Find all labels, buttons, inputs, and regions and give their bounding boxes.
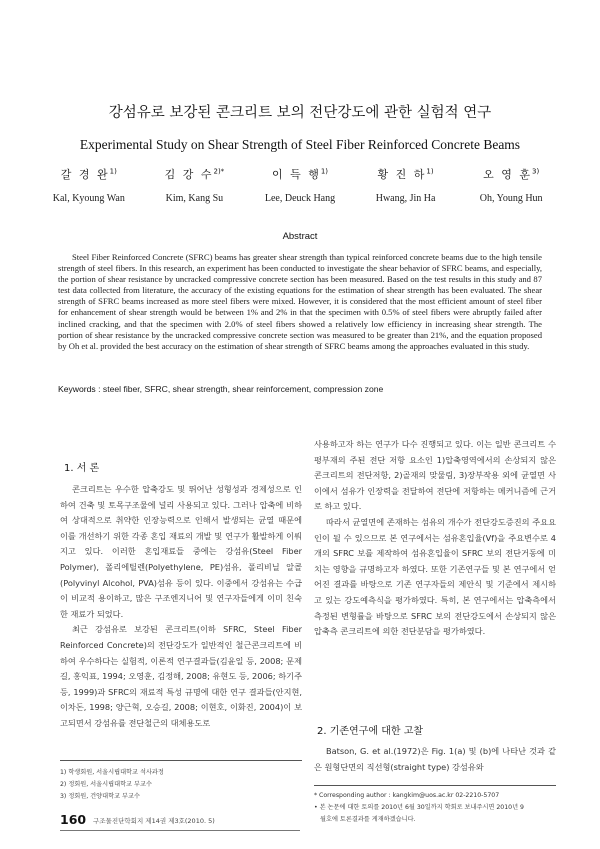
footnote: 1) 학생회원, 서울시립대학교 석사과정 bbox=[60, 769, 164, 776]
section-2-heading: 2. 기존연구에 대한 고찰 bbox=[317, 726, 424, 737]
corresponding-author-note: * Corresponding author : kangkim@uos.ac.kr 02-2210-5707 bbox=[314, 792, 500, 799]
author-affiliation-mark: 1) bbox=[320, 167, 329, 176]
right-column-continued bbox=[314, 744, 556, 775]
paper-title-english: Experimental Study on Shear Strength of Steel Fiber Reinforced Concrete Beams bbox=[79, 137, 521, 152]
footnote: 2) 정회원, 서울시립대학교 부교수 bbox=[60, 781, 152, 788]
abstract-heading: Abstract bbox=[282, 231, 318, 242]
author-name-english: Kim, Kang Su bbox=[165, 193, 224, 204]
author-affiliation-mark: 1) bbox=[109, 167, 117, 176]
footnote-divider bbox=[60, 760, 302, 761]
author-affiliation-mark: 1) bbox=[426, 167, 434, 176]
paragraph: 따라서 균열면에 존재하는 섬유의 개수가 전단강도증진의 주요요인이 될 수 있으므로 본 연구에서는 섬유혼입율(Vf)을 주요변수로 4개의 SFRC 보를 제작하여 섬유혼입율이 SFRC 보의 전단거동에 미치는 영향을 규명하고자 하였다. 또한 기존연구들 및 본 연구에서 얻어진 결과를 바탕으로 기존 연구자들의 제안식 및 기준에서 제시하고 있는 강도예측식을 평가하였다. 특히, 본 연구에서는 압축측에서 측정된 변형률을 바탕으로 SFRC 보의 전단강도에서 손상되지 않은 압축측 콘크리트에 의한 전단분담을 평가하였다. bbox=[314, 516, 556, 637]
author-name-korean: 황 진 하 bbox=[377, 168, 427, 181]
author-name-english: Kal, Kyoung Wan bbox=[52, 193, 125, 204]
author-name-english: Lee, Deuck Hang bbox=[264, 193, 336, 204]
author bbox=[142, 166, 248, 204]
correspondence-notes bbox=[314, 790, 556, 826]
journal-info: 구조물진단학회지 제14권 제3호(2010. 5) bbox=[93, 817, 215, 825]
footnote-divider bbox=[314, 785, 556, 786]
author bbox=[458, 166, 564, 204]
author-name-english: Oh, Young Hun bbox=[479, 193, 543, 204]
section-1-heading: 1. 서 론 bbox=[64, 463, 100, 474]
paragraph: 콘크리트는 우수한 압축강도 및 뛰어난 성형성과 경제성으로 인하여 건축 및 토목구조물에 널리 사용되고 있다. 그러나 압축에 비하여 상대적으로 취약한 인장능력으로 인해서 발생되는 균열 때문에 이를 개선하기 위한 각종 혼입 재료의 개발 및 연구가 활발하게 이뤄지고 있다. 이러한 혼입재료들 중에는 강섬유(Steel Fiber Polymer), 폴리에틸렌(Polyethylene, PE)섬유, 폴리비닐 알콜(Polyvinyl Alcohol, PVA)섬유 등이 있다. 이중에서 강섬유는 수급이 비교적 용이하고, 많은 구조엔지니어 및 연구자들에게 이미 친숙한 재료가 되었다. bbox=[60, 484, 302, 619]
author-name-korean: 김 강 수 bbox=[164, 168, 214, 181]
author bbox=[247, 166, 353, 204]
paper-title-korean: 강섬유로 보강된 콘크리트 보의 전단강도에 관한 실험적 연구 bbox=[108, 105, 492, 121]
author-list bbox=[36, 166, 564, 204]
keywords-list: : steel fiber, SFRC, shear strength, shear reinforcement, compression zone bbox=[98, 384, 384, 394]
author-name-korean: 오 영 훈 bbox=[483, 168, 533, 181]
author-name-korean: 이 득 행 bbox=[271, 168, 321, 181]
paragraph: Batson, G. et al.(1972)은 Fig. 1(a) 및 (b)에 나타난 것과 같은 원형단면의 직선형(straight type) 강섬유와 bbox=[314, 746, 556, 772]
keywords-line bbox=[58, 384, 548, 394]
author-name-korean: 갈 경 완 bbox=[60, 168, 110, 181]
author-affiliation-mark: 3) bbox=[532, 167, 540, 176]
author-affiliation-mark: 2)* bbox=[213, 167, 225, 176]
footer-divider bbox=[60, 830, 300, 831]
paragraph: 사용하고자 하는 연구가 다수 진행되고 있다. 이는 일반 콘크리트 수평부재의 주된 전단 저항 요소인 1)압축영역에서의 손상되지 않은 콘크리트의 전단저항, 2)골재의 맞물림, 3)장부작용 외에 균열면 사이에서 섬유가 인장력을 전달하여 전단에 저항하는 메커니즘에 근거로 하고 있다. bbox=[314, 439, 556, 512]
paragraph: 최근 강섬유로 보강된 콘크리트(이하 SFRC, Steel Fiber Reinforced Concrete)의 전단강도가 일반적인 철근콘크리트에 비하여 우수하다는 실험적, 이론적 연구결과들(김윤일 등, 2008; 문제길, 홍익표, 1994; 오영훈, 김정해, 2008; 유현도 등, 2006; 하기주 등, 1999)과 SFRC의 재료적 특성 규명에 대한 연구 결과들(안지현, 이차돈, 1998; 양근혁, 오승길, 2008; 이현호, 이화진, 2004)이 보고되면서 강섬유를 전단철근의 대체용도로 bbox=[60, 624, 302, 728]
right-column-body bbox=[314, 437, 556, 640]
discussion-note: • 본 논문에 대한 토의를 2010년 6월 30일까지 학회로 보내주시면 2010년 9 bbox=[314, 804, 524, 811]
discussion-note-continued: 월호에 토론결과를 게재하겠습니다. bbox=[320, 816, 416, 823]
author bbox=[36, 166, 142, 204]
keywords-label: Keywords bbox=[58, 384, 96, 394]
abstract-body: Steel Fiber Reinforced Concrete (SFRC) beams has greater shear strength than typical reinforced concrete beams due to the high tensile strength of steel fibers. In this research, an experiment has been conducted to investigate the shear behavior of SFRC beams, and especially, the portion of shear resistance by uncracked compressive concrete section has been measured. Based on the test results in this study and 87 test data collected from literature, the accuracy of the existing equations for the estimation of shear strength has been evaluated. The shear strength of SFRC beams increased as more steel fibers were mixed. However, it is considered that the most efficient amount of steel fiber for enhancement of shear strength would be between 1% and 2% in that the specimen with 0.5% of steel fibers were abruptly failed after inclined cracking, and that the specimen with 2.0% of steel fibers showed a relatively low efficiency in increasing shear strength. The portion of shear resistance by the uncracked compressive concrete section was measured to be greater than 21%, and the equation proposed by Oh et al. provided the best accuracy on the estimation of shear strength of SFRC beams among the approaches evaluated in this study. bbox=[58, 252, 542, 351]
left-column-body bbox=[60, 482, 302, 732]
author bbox=[353, 166, 459, 204]
affiliation-footnotes bbox=[60, 767, 302, 803]
author-name-english: Hwang, Jin Ha bbox=[375, 193, 436, 204]
page-number: 160 bbox=[60, 812, 87, 827]
footnote: 3) 정회원, 건양대학교 부교수 bbox=[60, 793, 140, 800]
